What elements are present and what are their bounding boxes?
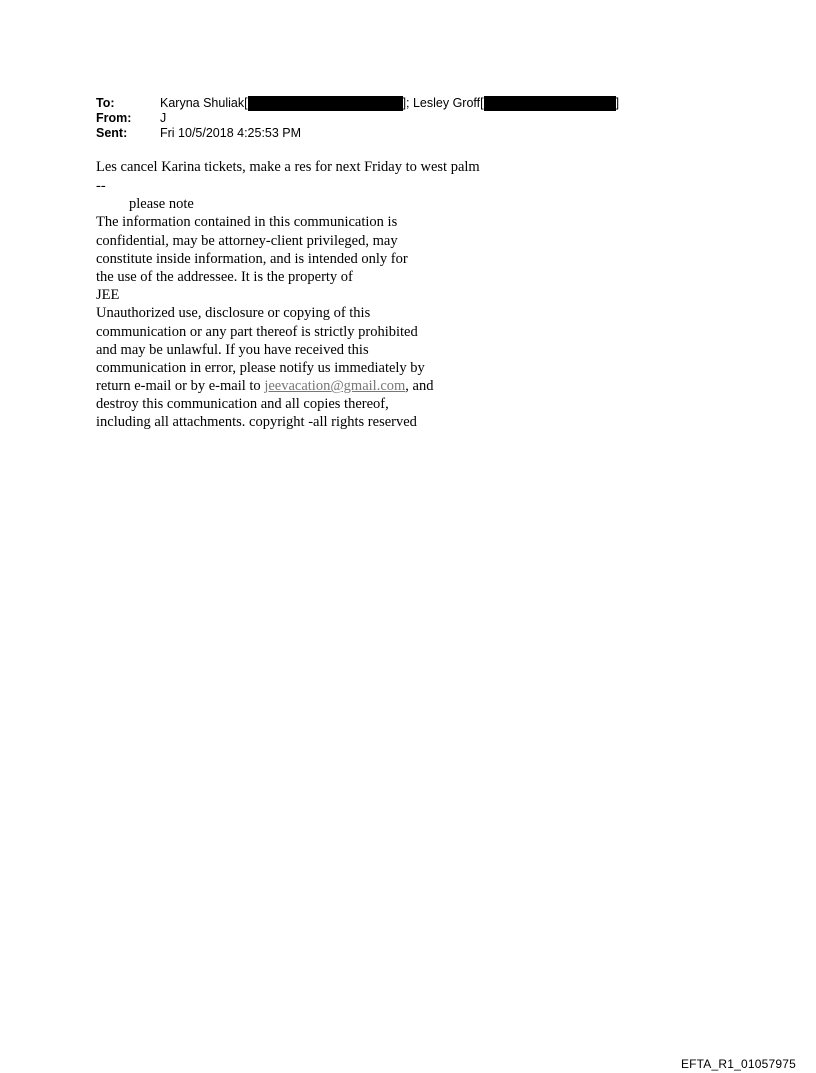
document-id: EFTA_R1_01057975: [680, 1057, 796, 1071]
sent-label: Sent:: [96, 126, 128, 140]
notice-line: destroy this communication and all copies thereof,: [96, 396, 389, 413]
notice-line: the use of the addressee. It is the property of: [96, 268, 353, 285]
message-text: Les cancel Karina tickets, make a res for next Friday to west palm: [96, 159, 480, 175]
notice-line: confidential, may be attorney-client privileged, may: [96, 232, 398, 249]
notice-line: The information contained in this communication is: [96, 214, 398, 231]
sent-value: Fri 10/5/2018 4:25:53 PM: [160, 126, 302, 140]
recipient-separator: ]; Lesley Groff[: [402, 96, 484, 110]
signature-separator: --: [96, 178, 106, 194]
notice-title: please note: [129, 196, 194, 213]
from-row: [96, 111, 619, 126]
link-line-suffix: , and: [405, 378, 434, 395]
notice-line: including all attachments. copyright -all rights reserved: [96, 414, 417, 431]
email-header: [96, 96, 619, 141]
notice-line: Unauthorized use, disclosure or copying of this: [96, 305, 371, 322]
email-link[interactable]: jeevacation@gmail.com: [264, 378, 406, 395]
notice-line: communication or any part thereof is strictly prohibited: [96, 323, 418, 340]
to-row: [96, 96, 619, 111]
redaction-block: [484, 96, 616, 111]
recipient-name-1: Karyna Shuliak[: [160, 96, 248, 110]
notice-line: JEE: [96, 287, 120, 304]
to-label: To:: [96, 96, 115, 110]
link-line-prefix: return e-mail or by e-mail to: [96, 378, 265, 395]
from-value: J: [160, 111, 167, 125]
notice-link-line: [96, 377, 480, 395]
from-label: From:: [96, 111, 132, 125]
redaction-block: [248, 96, 403, 111]
notice-line: communication in error, please notify us immediately by: [96, 359, 425, 376]
notice-line: and may be unlawful. If you have received this: [96, 341, 369, 358]
notice-line: constitute inside information, and is intended only for: [96, 250, 408, 267]
email-body: [96, 158, 480, 432]
sent-row: [96, 126, 619, 141]
to-value: [160, 96, 619, 111]
recipient-end: ]: [615, 96, 620, 110]
